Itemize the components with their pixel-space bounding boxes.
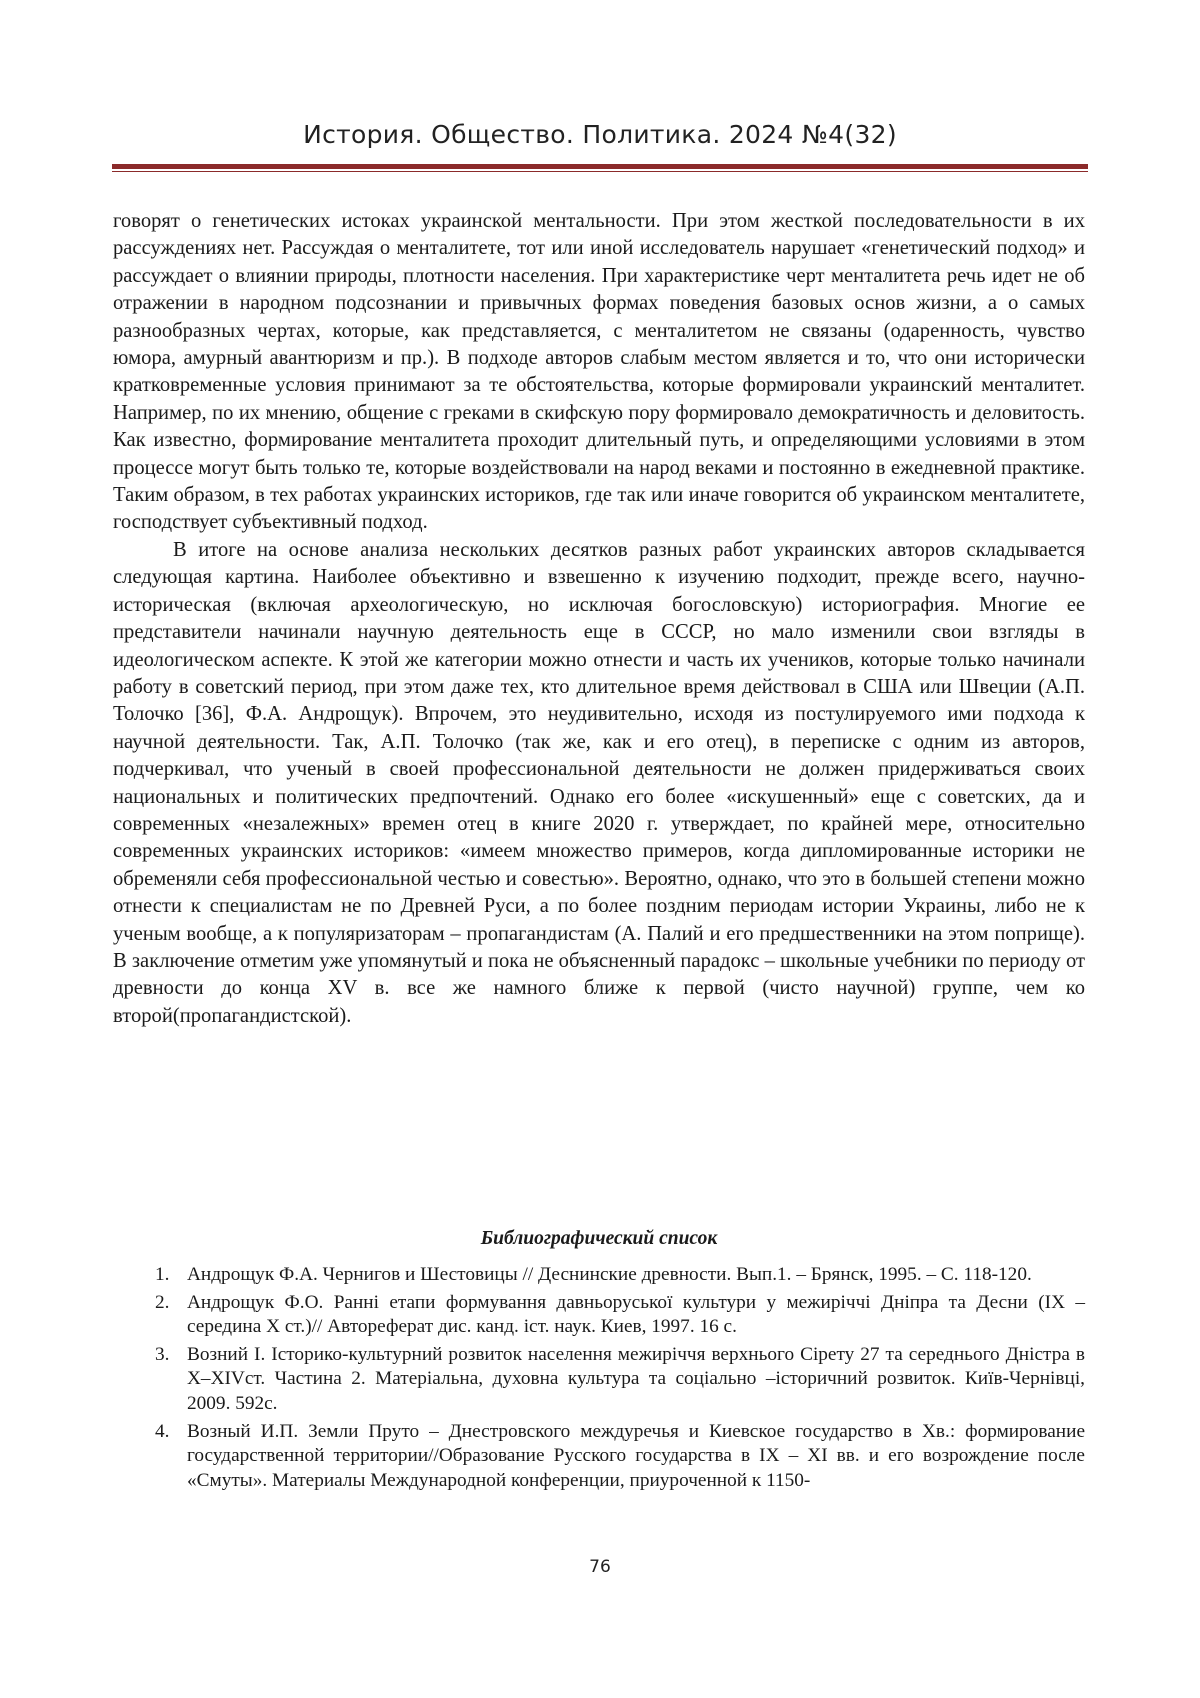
header-rule-thin	[112, 171, 1088, 172]
bibliography-item-number: 2.	[155, 1291, 170, 1313]
paragraph-1: говорят о генетических истоках украинской ментальности. При этом жесткой последовательности в их рассуждениях нет. Рассуждая о менталитете, тот или иной исследователь нарушает «генетический подход» и рассуждает о влиянии природы, плотности населения. При характеристике черт менталитета речь идет не об отражении в народном подсознании и привычных формах поведения базовых основ жизни, а о самых разнообразных чертах, которые, как представляется, с менталитетом не связаны (одаренность, чувство юмора, амурный авантюризм и пр.). В подходе авторов слабым местом является и то, что они исторически кратковременные условия принимают за те обстоятельства, которые формировали украинский менталитет. Например, по их мнению, общение с греками в скифскую пору формировало демократичность и деловитость. Как известно, формирование менталитета проходит длительный путь, и определяющими условиями в этом процессе могут быть только те, которые воздействовали на народ веками и постоянно в ежедневной практике. Таким образом, в тех работах украинских историков, где так или иначе говорится об украинском менталитете, господствует субъективный подход.	[113, 210, 1085, 534]
bibliography-item	[113, 1343, 1085, 1417]
article-body	[113, 208, 1085, 1030]
paragraph-2: В итоге на основе анализа нескольких десятков разных работ украинских авторов складывается следующая картина. Наиболее объективно и взвешенно к изучению подходит, прежде всего, научно-историческая (включая археологическую, но исключая богословскую) историография. Многие ее представители начинали научную деятельность еще в СССР, но мало изменили свои взгляды в идеологическом аспекте. К этой же категории можно отнести и часть их учеников, которые только начинали работу в советский период, при этом даже тех, кто длительное время действовал в США или Швеции (А.П. Толочко [36], Ф.А. Андрощук). Впрочем, это неудивительно, исходя из постулируемого ими подхода к научной деятельности. Так, А.П. Толочко (так же, как и его отец), в переписке с одним из авторов, подчеркивал, что ученый в своей профессиональной деятельности не должен придерживаться своих национальных и политических предпочтений. Однако его более «искушенный» еще с советских, да и современных «незалежных» времен отец в книге 2020 г. утверждает, по крайней мере, относительно современных украинских историков: «имеем множество примеров, когда дипломированные историки не обременяли себя профессиональной честью и совестью». Вероятно, однако, что это в большей степени можно отнести к специалистам не по Древней Руси, а по более поздним периодам истории Украины, либо не к ученым вообще, а к популяризаторам – пропагандистам (А. Палий и его предшественники на этом поприще). В заключение отметим уже упомянутый и пока не объясненный парадокс – школьные учебники по периоду от древности до конца XV в. все же намного ближе к первой (чисто научной) группе, чем ко второй(пропагандистской).	[113, 538, 1085, 1027]
bibliography-list	[113, 1263, 1085, 1496]
bibliography-item-number: 4.	[155, 1420, 170, 1442]
bibliography-item-text: Андрощук Ф.О. Ранні етапи формування давньоруської культури у межиріччі Дніпра та Десни (IX – середина X ст.)// Автореферат дис. канд. іст. наук. Киев, 1997. 16 с.	[187, 1291, 1085, 1338]
bibliography-item	[113, 1263, 1085, 1288]
bibliography-item-text: Андрощук Ф.А. Чернигов и Шестовицы // Деснинские древности. Вып.1. – Брянск, 1995. – С. 118-120.	[187, 1264, 1032, 1285]
journal-header: История. Общество. Политика. 2024 №4(32)	[303, 120, 897, 149]
page-number: 76	[589, 1557, 611, 1577]
header-rule-thick	[112, 164, 1088, 169]
bibliography-item	[113, 1291, 1085, 1340]
bibliography-title: Библиографический список	[480, 1228, 718, 1249]
bibliography-item-number: 1.	[155, 1264, 170, 1285]
bibliography-item-text: Возний І. Історико-культурний розвиток населення межиріччя верхнього Сірету 27 та середнього Дністра в X–XIVст. Частина 2. Матеріальна, духовна культура та соціально –історичний розвиток. Київ-Чернівці, 2009. 592с.	[187, 1343, 1085, 1414]
bibliography-item-number: 3.	[155, 1343, 170, 1365]
bibliography-item-text: Возный И.П. Земли Пруто – Днестровского междуречья и Киевское государство в Хв.: формирование государственной территории//Образование Русского государства в IX – XI вв. и его возрождение после «Смуты». Материалы Международной конференции, приуроченной к 1150-	[187, 1420, 1085, 1491]
bibliography-item	[113, 1420, 1085, 1494]
